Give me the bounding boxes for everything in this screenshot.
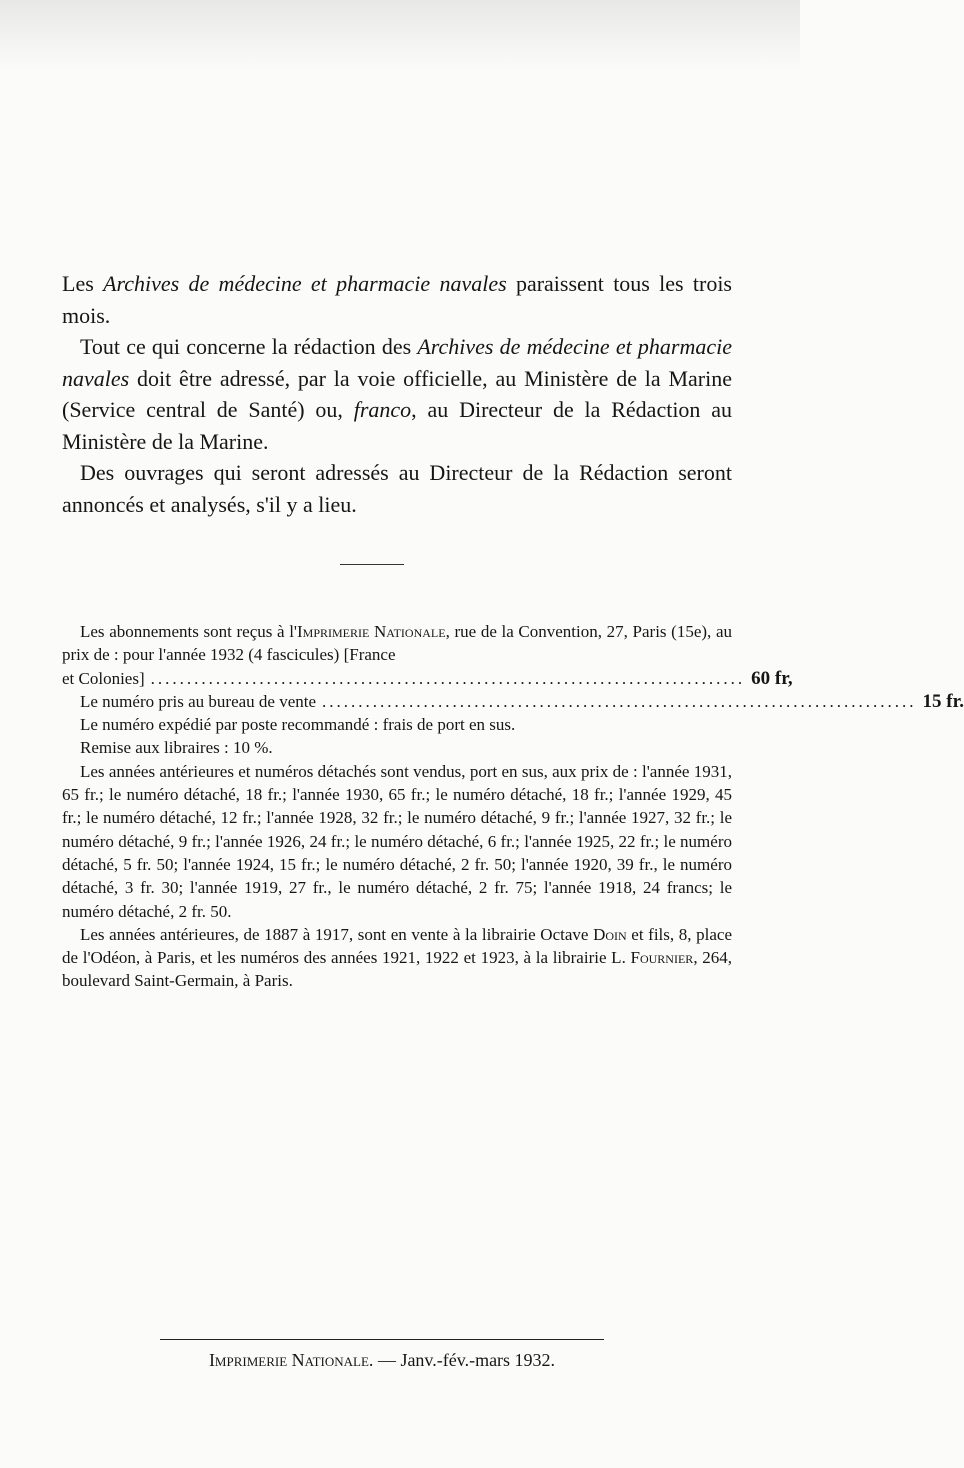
older-issues-paragraph: Les années antérieures, de 1887 à 1917, sont en vente à la librairie Octave Doin et fils, 8, place de l'Odéon, à Paris, et les numéros des années 1921, 1922 et 1923, à la librairie L. Fournier, 264, boulevard Saint-Germain, à Paris.: [62, 924, 732, 991]
footer-printer: Imprimerie Nationale.: [208, 1350, 374, 1370]
subscription-section: [62, 620, 964, 993]
notice-paragraph-2: Tout ce qui concerne la rédaction des Archives de médecine et pharmacie navales doit être adressé, par la voie officielle, au Ministère de la Marine (Service central de Santé) ou, franco, au Directeur de la Rédaction au Ministère de la Marine.: [62, 334, 733, 454]
price-row-single: Le numéro pris au bureau de vente .................................................................................. 15 fr.: [80, 690, 964, 712]
journal-title: Archives de médecine et pharmacie navales: [62, 334, 732, 391]
imprint-footer: [160, 1350, 604, 1371]
dot-leader: ..................................................................................: [150, 668, 746, 688]
publisher-fournier: Fournier: [630, 948, 694, 968]
notice-paragraph-3: Des ouvrages qui seront adressés au Directeur de la Rédaction seront annoncés et analysés, s'il y a lieu.: [62, 460, 732, 517]
printer-name: Imprimerie Nationale: [297, 622, 446, 641]
publisher-doin: Doin: [593, 924, 627, 944]
discount-line: Remise aux libraires : 10 %.: [80, 738, 273, 758]
journal-title: Archives de médecine et pharmacie navales: [103, 271, 507, 296]
section-divider: [340, 564, 404, 565]
notice-paragraph-1: Les Archives de médecine et pharmacie navales paraissent tous les trois mois.: [62, 271, 732, 328]
dot-leader: ..................................................................................: [322, 691, 917, 711]
back-issues-paragraph: Les années antérieures et numéros détachés sont vendus, port en sus, aux prix de : l'année 1931, 65 fr.; le numéro détaché, 18 fr.; l'année 1930, 65 fr.; le numéro détaché, 18 fr.; l'année 1929, 45 fr.; le numéro détaché, 12 fr.; l'année 1928, 32 fr.; le numéro détaché, 9 fr.; l'année 1927, 32 fr.; le numéro détaché, 9 fr.; l'année 1926, 24 fr.; le numéro détaché, 6 fr.; l'année 1925, 22 fr.; le numéro détaché, 5 fr. 50; l'année 1924, 15 fr.; le numéro détaché, 2 fr. 50; l'année 1920, 39 fr., le numéro détaché, 3 fr. 30; l'année 1919, 27 fr., le numéro détaché, 2 fr. 75; l'année 1918, 24 francs; le numéro détaché, 2 fr. 50.: [62, 761, 732, 921]
footer-date: — Janv.-fév.-mars 1932.: [373, 1350, 556, 1370]
single-price: 15 fr.: [922, 690, 964, 712]
price-row-annual: et Colonies] .................................................................................. 60 fr,: [62, 667, 793, 689]
scan-edge: [0, 0, 800, 70]
postage-line: Le numéro expédié par poste recommandé : frais de port en sus.: [80, 715, 516, 735]
notice-section: [62, 268, 732, 520]
franco-word: franco: [353, 397, 412, 422]
annual-price: 60 fr,: [751, 667, 793, 689]
subscription-intro: Les abonnements sont reçus à l'Imprimerie Nationale, rue de la Convention, 27, Paris (15e), au prix de : pour l'année 1932 (4 fascicules) [France: [62, 622, 732, 665]
footer-rule: [160, 1339, 604, 1340]
